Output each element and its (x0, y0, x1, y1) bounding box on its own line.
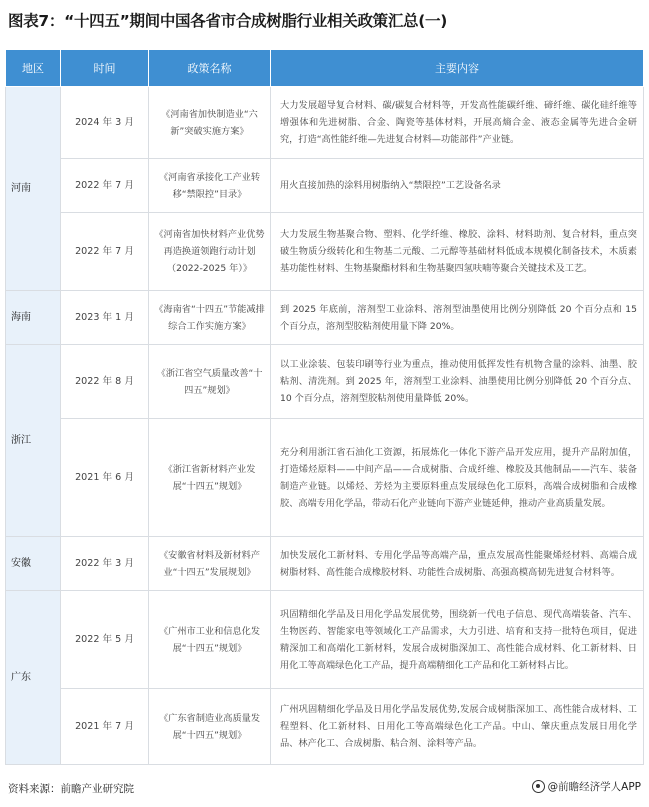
policy-name-cell: 《广州市工业和信息化发展“十四五”规划》 (149, 591, 271, 689)
table-row (6, 537, 644, 591)
policy-name-cell: 《河南省加快材料产业优势再造换道领跑行动计划（2022-2025 年）》 (149, 213, 271, 291)
content-cell: 巩固精细化学品及日用化学品发展优势，围绕新一代电子信息、现代高端装备、汽车、生物医药、智能家电等领域化工产品需求，大力引进、培育和支持一批特色项目，促进精深加工和高端化工新材料，发展合成树脂深加工、高性能合成材料、化工新材料、日用化工等高端绿色化工产品，提升高端精细化工产品和化工新材料占比。 (271, 591, 644, 689)
table-row (6, 87, 644, 159)
page-title: 图表7：“十四五”期间中国各省市合成树脂行业相关政策汇总(一) (8, 12, 448, 30)
policy-name-cell: 《浙江省空气质量改善“十四五”规划》 (149, 345, 271, 419)
policy-name-cell: 《浙江省新材料产业发展“十四五”规划》 (149, 419, 271, 537)
content-cell: 加快发展化工新材料、专用化学品等高端产品，重点发展高性能聚烯烃材料、高端合成树脂材料、高性能合成橡胶材料、功能性合成树脂、高强高模高韧先进复合材料等。 (271, 537, 644, 591)
content-cell: 用火直接加热的涂料用树脂纳入“禁限控”工艺设备名录 (271, 159, 644, 213)
policy-table (5, 49, 644, 765)
header-time: 时间 (61, 50, 149, 87)
region-cell-henan: 河南 (6, 87, 61, 291)
region-cell-guangdong: 广东 (6, 591, 61, 765)
policy-table-container (5, 49, 643, 765)
time-cell: 2022 年 5 月 (61, 591, 149, 689)
table-row (6, 591, 644, 689)
content-cell: 大力发展生物基聚合物、塑料、化学纤维、橡胶、涂料、材料助剂、复合材料，重点突破生物质分级转化和生物基二元酸、二元醇等基础材料低成本规模化制备技术，木质素基功能性材料、生物基聚酯材料和生物基聚四氢呋喃等聚合关键技术及工艺。 (271, 213, 644, 291)
time-cell: 2021 年 6 月 (61, 419, 149, 537)
table-row (6, 689, 644, 765)
policy-name-cell: 《海南省“十四五”节能减排综合工作实施方案》 (149, 291, 271, 345)
table-row (6, 291, 644, 345)
content-cell: 广州巩固精细化学品及日用化学品发展优势,发展合成树脂深加工、高性能合成材料、工程塑料、化工新材料、日用化工等高端绿色化工产品。中山、肇庆重点发展日用化学品、林产化工、合成树脂、粘合剂、涂料等产品。 (271, 689, 644, 765)
content-cell: 到 2025 年底前，溶剂型工业涂料、溶剂型油墨使用比例分别降低 20 个百分点和 15 个百分点，溶剂型胶粘剂使用量下降 20%。 (271, 291, 644, 345)
time-cell: 2024 年 3 月 (61, 87, 149, 159)
content-cell: 充分利用浙江省石油化工资源，拓展炼化一体化下游产品开发应用，提升产品附加值，打造烯烃原料——中间产品——合成树脂、合成纤维、橡胶及其他制品——汽车、装备制造产业链。以烯烃、芳烃为主要原料重点发展绿色化工原料，高端合成树脂和合成橡胶、高端专用化学品，带动石化产业链向下游产业链延伸，推动产业高质量发展。 (271, 419, 644, 537)
time-cell: 2022 年 7 月 (61, 213, 149, 291)
policy-name-cell: 《河南省加快制造业“六新”突破实施方案》 (149, 87, 271, 159)
header-main-content: 主要内容 (271, 50, 644, 87)
region-cell-anhui: 安徽 (6, 537, 61, 591)
table-row (6, 419, 644, 537)
policy-name-cell: 《广东省制造业高质量发展“十四五”规划》 (149, 689, 271, 765)
time-cell: 2022 年 7 月 (61, 159, 149, 213)
header-policy-name: 政策名称 (149, 50, 271, 87)
brand-logo-icon (532, 780, 545, 793)
content-cell: 大力发展超导复合材料、碳/碳复合材料等，开发高性能碳纤维、碲纤维、碳化硅纤维等增强体和先进树脂、合金、陶瓷等基体材料，开展高熵合金、液态金属等先进合金研究，打造“高性能纤维—先进复合材料—功能部件”产业链。 (271, 87, 644, 159)
content-cell: 以工业涂装、包装印刷等行业为重点，推动使用低挥发性有机物含量的涂料、油墨、胶粘剂、清洗剂。到 2025 年，溶剂型工业涂料、油墨使用比例分别降低 20 个百分点、10 个百分点，溶剂型胶粘剂使用量降低 20%。 (271, 345, 644, 419)
table-row (6, 159, 644, 213)
header-region: 地区 (6, 50, 61, 87)
region-cell-hainan: 海南 (6, 291, 61, 345)
table-row (6, 345, 644, 419)
policy-name-cell: 《安徽省材料及新材料产业“十四五”发展规划》 (149, 537, 271, 591)
time-cell: 2022 年 3 月 (61, 537, 149, 591)
policy-name-cell: 《河南省承接化工产业转移“禁限控”目录》 (149, 159, 271, 213)
time-cell: 2021 年 7 月 (61, 689, 149, 765)
time-cell: 2023 年 1 月 (61, 291, 149, 345)
time-cell: 2022 年 8 月 (61, 345, 149, 419)
region-cell-zhejiang: 浙江 (6, 345, 61, 537)
table-row (6, 213, 644, 291)
table-header-row (6, 50, 644, 87)
brand-credit-text: @前瞻经济学人APP (547, 781, 641, 793)
source-note: 资料来源：前瞻产业研究院 (8, 783, 134, 795)
brand-credit (532, 779, 641, 794)
